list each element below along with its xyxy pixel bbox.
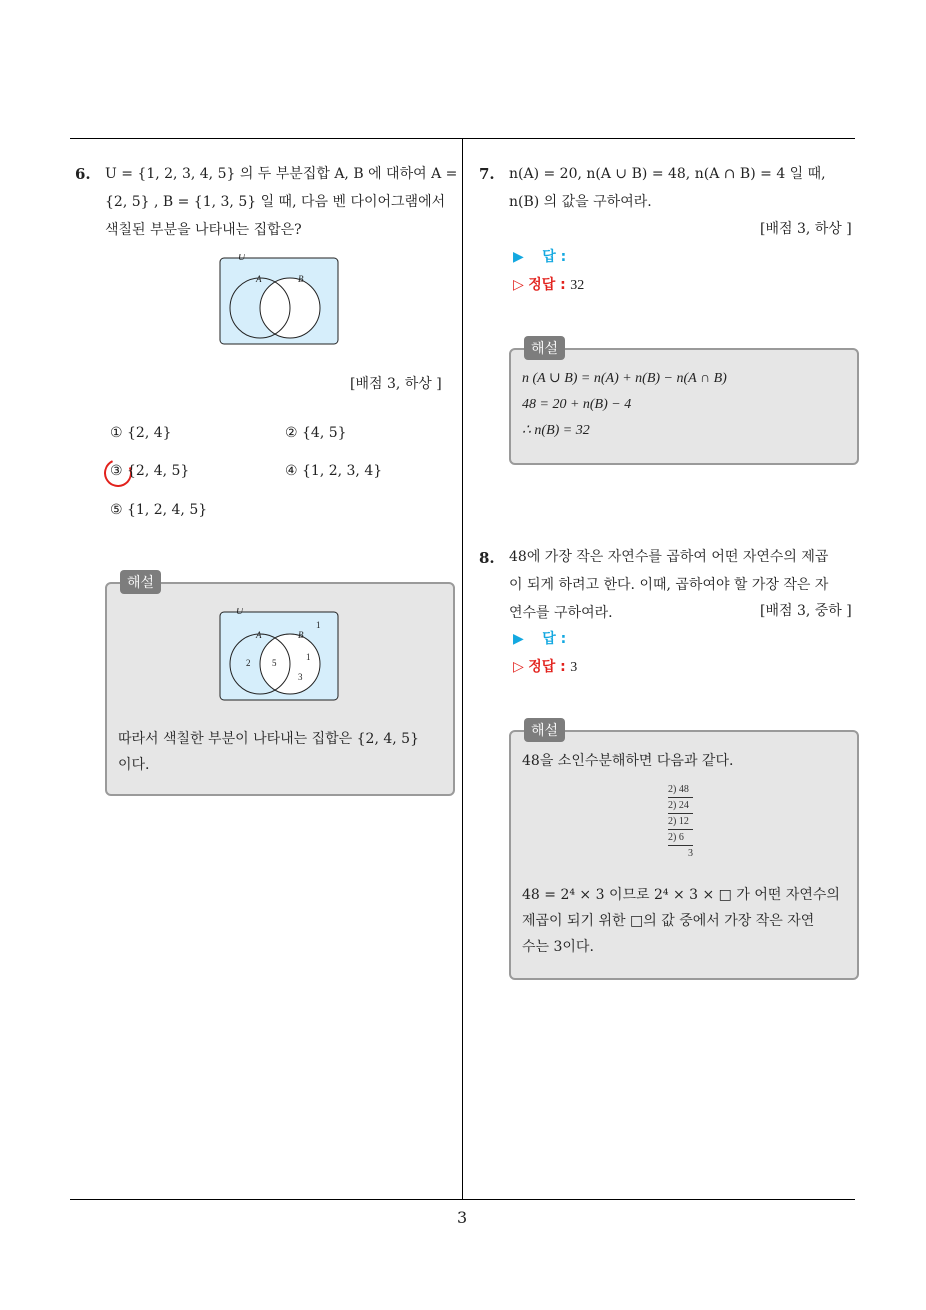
correct-label: 정답 : — [528, 277, 566, 293]
answer-label: 답 : — [542, 249, 567, 265]
correct-value: 3 — [570, 660, 578, 675]
outline-play-icon: ▷ — [513, 277, 524, 293]
problem-8-solution-line-1: 48을 소인수분해하면 다음과 같다. — [522, 753, 734, 769]
problem-7-solution-line-2: 48 = 20 + n(B) − 4 — [522, 397, 632, 412]
ladder-step-2: 2) 24 — [668, 798, 693, 814]
correct-value: 32 — [570, 278, 585, 293]
choice-4[interactable]: ④ {1, 2, 3, 4} — [285, 463, 383, 479]
problem-8-line-3: 연수를 구하여라. — [509, 605, 613, 621]
problem-6-solution-line-2: 이다. — [118, 757, 150, 773]
ladder-step-3: 2) 12 — [668, 814, 693, 830]
problem-7-correct — [513, 274, 584, 294]
problem-8-solution-line-2: 48 = 2⁴ × 3 이므로 2⁴ × 3 × □ 가 어떤 자연수의 — [522, 887, 840, 903]
problem-7-solution-line-3: ∴ n(B) = 32 — [522, 423, 590, 438]
svg-text:1: 1 — [306, 652, 311, 662]
problem-8-line-2: 이 되게 하려고 한다. 이때, 곱하여야 할 가장 작은 자 — [509, 577, 829, 593]
problem-6-line-1: U = {1, 2, 3, 4, 5} 의 두 부분집합 A, B 에 대하여 A = — [105, 166, 458, 182]
problem-8-solution-line-3: 제곱이 되기 위한 □의 값 중에서 가장 작은 자연 — [522, 913, 815, 929]
play-icon: ▶ — [513, 631, 524, 647]
problem-6-solution-line-1: 따라서 색칠한 부분이 나타내는 집합은 {2, 4, 5} — [118, 731, 419, 747]
svg-text:5: 5 — [272, 658, 277, 668]
problem-7-line-2: n(B) 의 값을 구하여라. — [509, 194, 652, 210]
choice-3[interactable]: ③ {2, 4, 5} — [110, 463, 190, 479]
problem-8-solution-line-4: 수는 3이다. — [522, 939, 594, 955]
problem-8-solution-tag: 해설 — [524, 718, 565, 742]
problem-6-number: 6. — [75, 165, 91, 183]
svg-text:2: 2 — [246, 658, 251, 668]
prime-factorization-ladder — [668, 782, 693, 861]
choice-2[interactable]: ② {4, 5} — [285, 425, 347, 441]
venn-label-u: U — [238, 254, 246, 263]
problem-7-solution-line-1: n (A ∪ B) = n(A) + n(B) − n(A ∩ B) — [522, 371, 727, 386]
problem-7-score: [배점 3, 하상 ] — [760, 221, 852, 237]
choice-5[interactable]: ⑤ {1, 2, 4, 5} — [110, 502, 208, 518]
problem-8-number: 8. — [479, 549, 495, 567]
problem-6-venn-diagram — [218, 254, 342, 348]
problem-7-number: 7. — [479, 165, 495, 183]
svg-text:3: 3 — [298, 672, 303, 682]
choice-1[interactable]: ① {2, 4} — [110, 425, 172, 441]
bottom-rule — [70, 1199, 855, 1200]
problem-6-line-3: 색칠된 부분을 나타내는 집합은? — [105, 222, 302, 238]
problem-7-line-1: n(A) = 20, n(A ∪ B) = 48, n(A ∩ B) = 4 일 때, — [509, 166, 826, 182]
correct-label: 정답 : — [528, 659, 566, 675]
play-icon: ▶ — [513, 249, 524, 265]
ladder-step-1: 2) 48 — [668, 782, 693, 798]
page-number: 3 — [457, 1208, 468, 1227]
svg-text:1: 1 — [316, 620, 321, 630]
problem-6-solution-tag: 해설 — [120, 570, 161, 594]
column-divider — [462, 138, 463, 1200]
outline-play-icon: ▷ — [513, 659, 524, 675]
svg-text:A: A — [256, 630, 262, 640]
svg-text:B: B — [298, 630, 304, 640]
problem-7-solution-tag: 해설 — [524, 336, 565, 360]
problem-7-answer[interactable] — [513, 246, 566, 266]
problem-8-line-1: 48에 가장 작은 자연수를 곱하여 어떤 자연수의 제곱 — [509, 549, 829, 565]
venn-label-a: A — [256, 274, 262, 284]
ladder-step-5: 3 — [688, 848, 693, 859]
problem-8-answer[interactable] — [513, 628, 566, 648]
venn-label-b: B — [298, 274, 304, 284]
answer-label: 답 : — [542, 631, 567, 647]
problem-6-line-2: {2, 5} , B = {1, 3, 5} 일 때, 다음 벤 다이어그램에서 — [105, 194, 446, 210]
problem-6-score: [배점 3, 하상 ] — [350, 376, 442, 392]
problem-8-score: [배점 3, 중하 ] — [760, 603, 852, 619]
svg-text:U: U — [236, 608, 244, 617]
solution-6-venn-diagram — [218, 608, 342, 704]
problem-8-correct — [513, 656, 577, 676]
ladder-step-4: 2) 6 — [668, 830, 693, 846]
